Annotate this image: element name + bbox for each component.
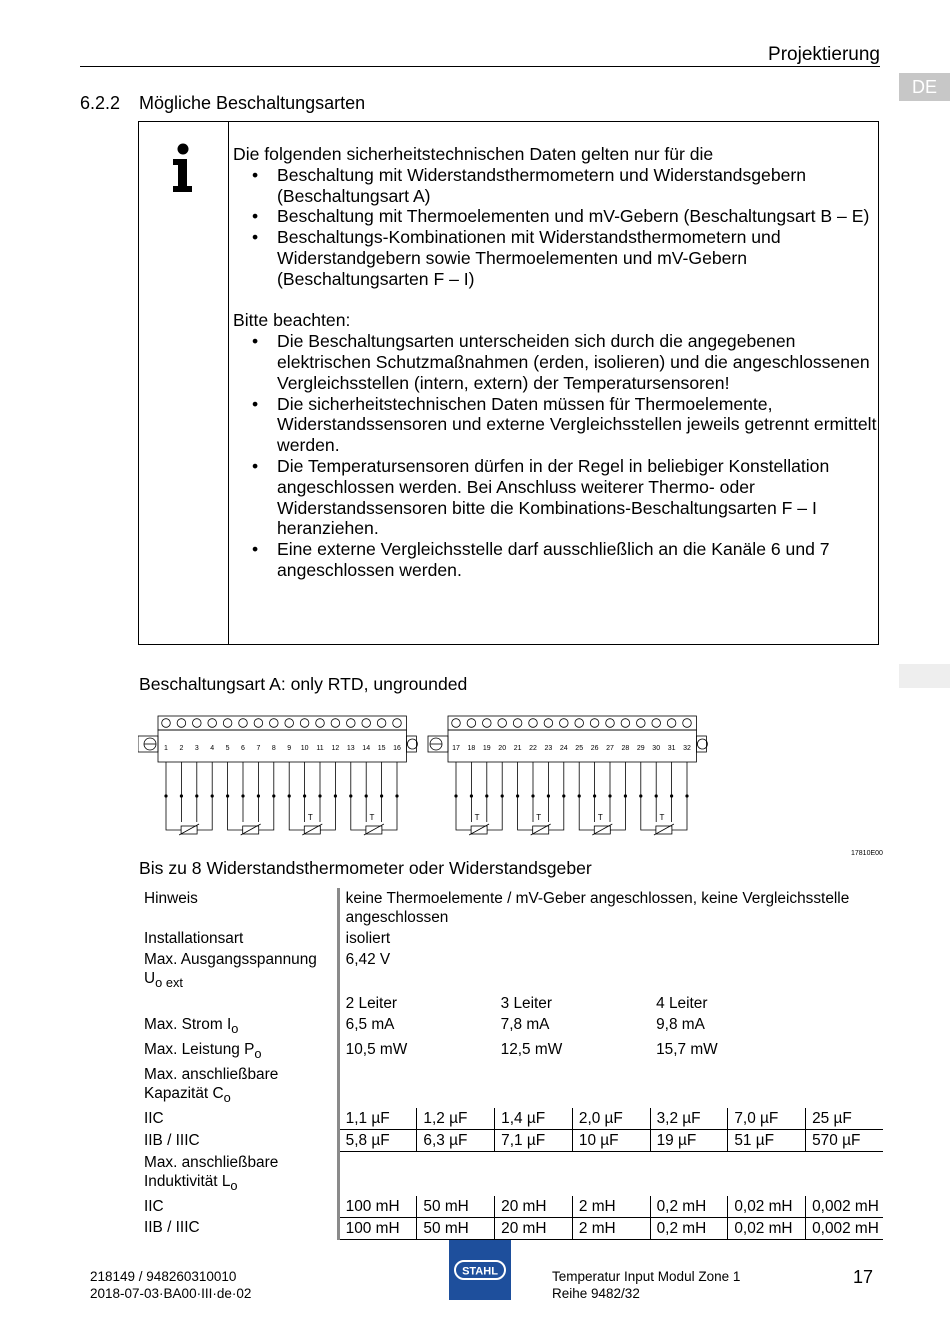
terminal-number: 3 <box>194 745 199 752</box>
terminal-number: 8 <box>271 745 276 752</box>
table-row <box>138 1064 883 1108</box>
info-notes-title: Bitte beachten: <box>233 310 351 331</box>
cell: 0,02 mH <box>728 1217 806 1239</box>
terminal-screw <box>300 719 309 728</box>
row-label <box>138 1152 338 1196</box>
cell: 20 mH <box>495 1196 573 1218</box>
sensor-label: T <box>536 813 542 822</box>
terminal-flange <box>406 736 416 752</box>
label-text: Kapazität C <box>144 1085 224 1103</box>
terminal-number: 6 <box>241 745 245 752</box>
row-label <box>138 1039 338 1064</box>
label-subscript: o <box>223 1090 231 1106</box>
cell: 50 mH <box>417 1196 495 1218</box>
terminal-number: 11 <box>316 745 324 752</box>
terminal-cover <box>448 716 696 730</box>
header-divider <box>80 66 880 67</box>
language-tab-faded <box>899 664 950 688</box>
terminal-screw <box>498 719 507 728</box>
cell: 0,02 mH <box>728 1196 806 1218</box>
cell: 2 mH <box>572 1217 650 1239</box>
terminal-screw <box>683 719 692 728</box>
section-title: Mögliche Beschaltungsarten <box>139 93 366 113</box>
label-text: Max. anschließbare <box>144 1153 279 1171</box>
product-name: Temperatur Input Modul Zone 1 <box>552 1269 741 1284</box>
cell: 51 µF <box>728 1130 806 1152</box>
terminal-screw <box>393 719 402 728</box>
info-icon <box>170 143 194 193</box>
cell: 7,0 µF <box>728 1108 806 1130</box>
terminal-screw <box>513 719 522 728</box>
stahl-logo <box>449 1240 511 1300</box>
cell: 2 mH <box>572 1196 650 1218</box>
sensor-label: T <box>474 813 480 822</box>
wiring-type-heading: Beschaltungsart A: only RTD, ungrounded <box>139 674 468 694</box>
terminal-screw <box>606 719 615 728</box>
label-text: Max. Ausgangsspannung <box>144 951 317 968</box>
mounting-screw <box>407 739 417 749</box>
list-item: • Die sicherheitstechnischen Daten müssen für Thermoelemente, Widerstandssensoren und externe Vergleichsstellen jeweils getrennt ermittelt werden. <box>233 394 878 456</box>
cell: 570 µF <box>806 1130 883 1152</box>
table-row <box>138 1014 883 1039</box>
terminal-number: 26 <box>590 745 599 752</box>
list-item: • Beschaltung mit Thermoelementen und mV-Gebern (Beschaltungsart B – E) <box>233 206 878 227</box>
info-text <box>233 144 878 581</box>
terminal-screw <box>529 719 538 728</box>
table-row <box>138 888 883 928</box>
terminal-screw <box>347 719 356 728</box>
terminal-number: 5 <box>225 745 230 752</box>
row-value: 6,42 V <box>345 951 391 968</box>
cell: 6,5 mA <box>345 1016 395 1034</box>
cell: 9,8 mA <box>656 1016 705 1034</box>
cell: 7,1 µF <box>495 1130 573 1152</box>
terminal-number: 28 <box>621 745 630 752</box>
sensor-label: T <box>307 813 313 822</box>
sensor-label: T <box>659 813 665 822</box>
cell <box>338 1064 883 1108</box>
terminal-flange <box>696 736 706 752</box>
cell: 5,8 µF <box>338 1130 417 1152</box>
cell: 20 mH <box>495 1217 573 1239</box>
cell: 12,5 mW <box>500 1041 563 1059</box>
cell: 25 µF <box>806 1108 883 1130</box>
col-header: 3 Leiter <box>500 995 552 1013</box>
terminal-screw <box>362 719 371 728</box>
page-header-title: Projektierung <box>768 44 880 65</box>
cell: 2,0 µF <box>572 1108 650 1130</box>
terminal-number: 14 <box>362 745 371 752</box>
label-text: Max. Strom I <box>144 1016 232 1034</box>
section-number: 6.2.2 <box>80 93 121 113</box>
terminal-number: 7 <box>256 745 261 752</box>
label-text: Max. anschließbare <box>144 1066 279 1084</box>
sensor-label: T <box>597 813 603 822</box>
terminal-number: 22 <box>529 745 537 752</box>
terminal-number: 12 <box>331 745 340 752</box>
terminal-screw <box>254 719 263 728</box>
terminal-cover <box>158 716 406 730</box>
terminal-number: 32 <box>683 745 691 752</box>
cell: 0,002 mH <box>806 1196 883 1218</box>
terminal-screw <box>285 719 294 728</box>
row-label <box>138 1064 338 1108</box>
terminal-number: 9 <box>287 745 292 752</box>
terminal-screw <box>575 719 584 728</box>
terminal-number: 18 <box>467 745 476 752</box>
terminal-screw <box>467 719 476 728</box>
table-row <box>138 1039 883 1064</box>
language-tab: DE <box>899 73 950 101</box>
terminal-number: 10 <box>300 745 309 752</box>
list-item: • Beschaltungs-Kombinationen mit Widerstandsthermometern und Widerstandgebern sowie Thermoelementen und mV-Gebern (Beschaltungsarten F – I) <box>233 227 878 289</box>
cell: 3,2 µF <box>650 1108 728 1130</box>
table-row <box>138 1196 883 1218</box>
terminal-screw <box>331 719 340 728</box>
cell: 7,8 mA <box>500 1016 550 1034</box>
cell: 0,2 mH <box>650 1196 728 1218</box>
row-label: IIB / IIIC <box>138 1217 338 1239</box>
info-intro-list <box>233 165 878 290</box>
terminal-number: 2 <box>179 745 184 752</box>
terminal-number: 31 <box>667 745 676 752</box>
row-label <box>138 993 338 1014</box>
cell: 10,5 mW <box>345 1041 408 1059</box>
label-subscript: o <box>231 1021 239 1037</box>
row-label: IIB / IIIC <box>138 1130 338 1152</box>
diagram-code: 17810E00 <box>851 850 883 857</box>
terminal-number: 30 <box>652 745 661 752</box>
list-item: • Die Temperatursensoren dürfen in der Regel in beliebiger Konstellation angeschlossen werden. Bei Anschluss weiterer Thermo- oder Widerstandssensoren bitte die Kombinations-Beschaltungsarten F – I heranziehen. <box>233 456 878 539</box>
mounting-screw <box>697 739 707 749</box>
list-item: • Beschaltung mit Widerstandsthermometern und Widerstandsgebern (Beschaltungsart A) <box>233 165 878 207</box>
cell: 15,7 mW <box>656 1041 718 1059</box>
diagram-caption: Bis zu 8 Widerstandsthermometer oder Widerstandsgeber <box>139 858 592 878</box>
terminal-screw <box>560 719 569 728</box>
cell: 1,2 µF <box>417 1108 495 1130</box>
terminal-screw <box>667 719 676 728</box>
sensor-loop <box>166 796 212 830</box>
terminal-screw <box>452 719 461 728</box>
table-row <box>138 1217 883 1239</box>
cell: 0,2 mH <box>650 1217 728 1239</box>
label-text: Induktivität L <box>144 1172 231 1190</box>
wiring-diagram <box>138 712 708 847</box>
row-label: Installationsart <box>138 928 338 949</box>
col-header: 2 Leiter <box>345 995 398 1013</box>
row-label <box>138 949 338 993</box>
label-subscript: o ext <box>155 975 183 991</box>
cell <box>338 1152 883 1196</box>
terminal-screw <box>621 719 630 728</box>
terminal-screw <box>208 719 217 728</box>
safety-data-table <box>138 888 883 1240</box>
sensor-loop <box>228 796 274 830</box>
terminal-screw <box>652 719 661 728</box>
cell: 0,002 mH <box>806 1217 883 1239</box>
doc-number: 218149 / 948260310010 <box>90 1269 237 1284</box>
label-subscript: o <box>254 1046 262 1062</box>
terminal-number: 21 <box>513 745 522 752</box>
list-item: • Die Beschaltungsarten unterscheiden sich durch die angegebenen elektrischen Schutzmaßnahmen (erden, isolieren) und die angeschlossenen Vergleichsstellen (intern, extern) der Temperatursensoren! <box>233 331 878 393</box>
cell: 1,4 µF <box>495 1108 573 1130</box>
terminal-number: 4 <box>210 745 215 752</box>
cell: 50 mH <box>417 1217 495 1239</box>
row-value: keine Thermoelemente / mV-Geber angeschlossen, keine Vergleichsstelle angeschlossen <box>345 890 850 926</box>
sensor-label: T <box>369 813 375 822</box>
terminal-number: 27 <box>606 745 614 752</box>
col-header: 4 Leiter <box>656 995 708 1013</box>
terminal-screw <box>193 719 202 728</box>
terminal-screw <box>162 719 171 728</box>
table-row <box>138 1108 883 1130</box>
label-text: Max. Leistung P <box>144 1041 255 1059</box>
terminal-number: 24 <box>559 745 568 752</box>
logo-text: STAHL <box>462 1265 498 1278</box>
info-box-divider <box>228 121 229 645</box>
cell: 19 µF <box>650 1130 728 1152</box>
terminal-screw <box>483 719 492 728</box>
label-symbol: U <box>144 970 156 987</box>
terminal-number: 13 <box>346 745 355 752</box>
label-subscript: o <box>230 1177 238 1193</box>
cell: 1,1 µF <box>338 1108 417 1130</box>
terminal-number: 15 <box>377 745 386 752</box>
info-notes-list <box>233 331 878 581</box>
terminal-number: 23 <box>544 745 553 752</box>
terminal-number: 1 <box>164 745 168 752</box>
terminal-screw <box>270 719 279 728</box>
terminal-screw <box>590 719 599 728</box>
row-value: isoliert <box>345 930 391 947</box>
cell: 100 mH <box>338 1196 417 1218</box>
footer-document-info <box>90 1268 251 1302</box>
terminal-screw <box>223 719 232 728</box>
cell: 10 µF <box>572 1130 650 1152</box>
page-number: 17 <box>853 1267 874 1287</box>
terminal-number: 25 <box>575 745 584 752</box>
table-row <box>138 993 883 1014</box>
row-label: IIC <box>138 1108 338 1130</box>
row-label: Hinweis <box>138 888 338 928</box>
terminal-screw <box>239 719 248 728</box>
product-series: Reihe 9482/32 <box>552 1286 640 1301</box>
table-row <box>138 949 883 993</box>
list-item: • Eine externe Vergleichsstelle darf ausschließlich an die Kanäle 6 und 7 angeschlossen werden. <box>233 539 878 581</box>
cell: 100 mH <box>338 1217 417 1239</box>
table-row <box>138 1152 883 1196</box>
terminal-screw <box>637 719 646 728</box>
terminal-number: 19 <box>482 745 491 752</box>
terminal-number: 16 <box>393 745 401 752</box>
terminal-screw <box>377 719 386 728</box>
terminal-screw <box>544 719 553 728</box>
footer-product-info <box>552 1268 740 1302</box>
cell: 6,3 µF <box>417 1130 495 1152</box>
terminal-screw <box>316 719 325 728</box>
table-row <box>138 928 883 949</box>
terminal-number: 17 <box>452 745 460 752</box>
row-label <box>138 1014 338 1039</box>
table-row <box>138 1130 883 1152</box>
doc-date: 2018-07-03·BA00·III·de·02 <box>90 1286 252 1301</box>
terminal-screw <box>177 719 186 728</box>
terminal-number: 20 <box>498 745 507 752</box>
row-label: IIC <box>138 1196 338 1218</box>
info-intro: Die folgenden sicherheitstechnischen Daten gelten nur für die <box>233 144 714 164</box>
terminal-number: 29 <box>636 745 645 752</box>
